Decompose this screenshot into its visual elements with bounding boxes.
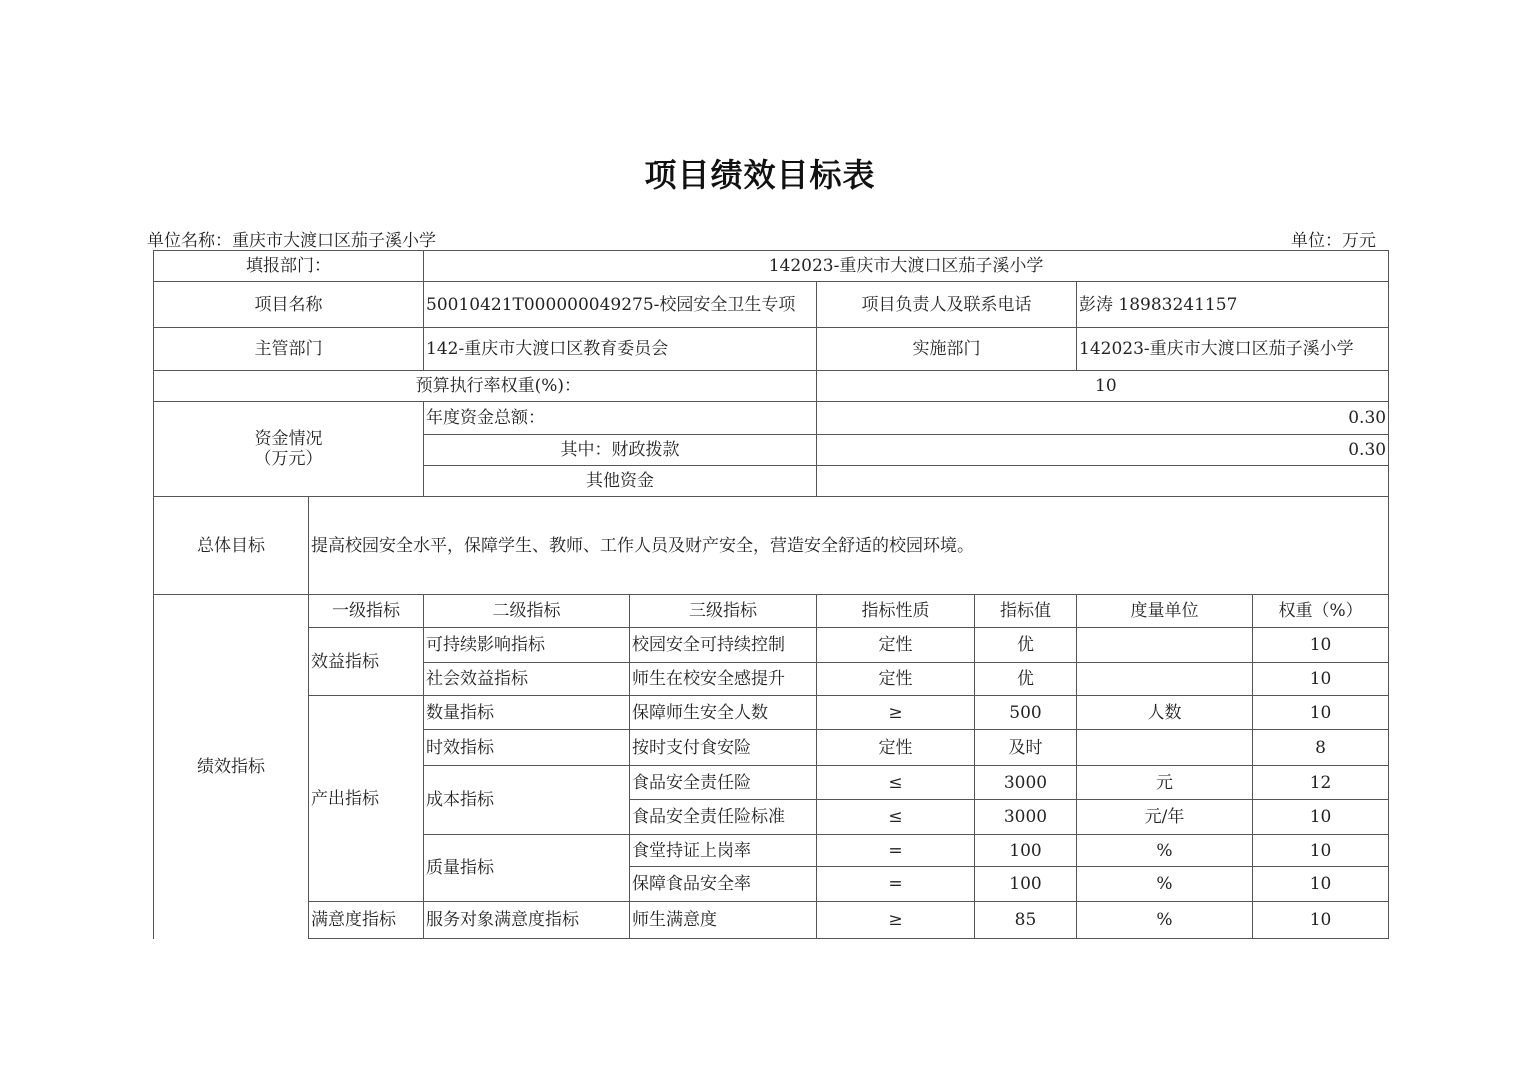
- table-row-value: 100: [975, 835, 1077, 867]
- level1-benefit: 效益指标: [309, 628, 424, 696]
- level2-sustain: 可持续影响指标: [424, 628, 630, 663]
- impl-value: 142023-重庆市大渡口区茄子溪小学: [1077, 328, 1389, 371]
- table-row-nature: 定性: [817, 730, 975, 766]
- header-nature: 指标性质: [817, 595, 975, 628]
- table-row-value: 500: [975, 696, 1077, 730]
- unit-currency: 单位：万元: [1291, 231, 1376, 251]
- table-row-value: 3000: [975, 800, 1077, 835]
- table-row-unit: %: [1077, 902, 1253, 939]
- table-row-weight: 8: [1253, 730, 1389, 766]
- table-row-nature: =: [817, 835, 975, 867]
- header-weight: 权重（%）: [1253, 595, 1389, 628]
- table-row-value: 100: [975, 867, 1077, 902]
- header-level3: 三级指标: [630, 595, 817, 628]
- table-row-weight: 12: [1253, 766, 1389, 800]
- page-title: 项目绩效目标表: [644, 156, 876, 194]
- owner-label: 项目负责人及联系电话: [817, 282, 1077, 328]
- table-row-nature: 定性: [817, 663, 975, 696]
- header-value: 指标值: [975, 595, 1077, 628]
- table-row-nature: 定性: [817, 628, 975, 663]
- table-row-value: 优: [975, 628, 1077, 663]
- table-row-unit: %: [1077, 835, 1253, 867]
- funds-other-value: [817, 466, 1389, 497]
- table-row-unit: 元: [1077, 766, 1253, 800]
- owner-value: 彭涛 18983241157: [1077, 282, 1389, 328]
- supervisor-label: 主管部门: [154, 328, 424, 371]
- overall-goal-value: 提高校园安全水平，保障学生、教师、工作人员及财产安全，营造安全舒适的校园环境。: [309, 497, 1389, 595]
- table-row-weight: 10: [1253, 902, 1389, 939]
- level2-social: 社会效益指标: [424, 663, 630, 696]
- table-row-nature: ≤: [817, 800, 975, 835]
- performance-table: [153, 250, 1389, 939]
- level2-service-satisfaction: 服务对象满意度指标: [424, 902, 630, 939]
- funds-label-line1: 资金情况: [254, 429, 323, 449]
- project-name-label: 项目名称: [154, 282, 424, 328]
- table-row-nature: ≤: [817, 766, 975, 800]
- level1-output: 产出指标: [309, 696, 424, 902]
- funds-label-line2: （万元）: [254, 449, 323, 469]
- funds-total-value: 0.30: [817, 402, 1389, 435]
- funds-total-label: 年度资金总额：: [424, 402, 817, 435]
- project-name-value: 50010421T000000049275-校园安全卫生专项: [424, 282, 817, 328]
- impl-label: 实施部门: [817, 328, 1077, 371]
- table-row-unit: [1077, 663, 1253, 696]
- table-row-weight: 10: [1253, 800, 1389, 835]
- funds-fiscal-value: 0.30: [817, 435, 1389, 466]
- header-level1: 一级指标: [309, 595, 424, 628]
- table-row-unit: [1077, 730, 1253, 766]
- table-row-l3: 师生满意度: [630, 902, 817, 939]
- table-row-value: 及时: [975, 730, 1077, 766]
- funds-other-label: 其他资金: [424, 466, 817, 497]
- table-row-l3: 食堂持证上岗率: [630, 835, 817, 867]
- level1-satisfaction: 满意度指标: [309, 902, 424, 939]
- table-row-l3: 食品安全责任险: [630, 766, 817, 800]
- table-row-value: 优: [975, 663, 1077, 696]
- table-row-weight: 10: [1253, 867, 1389, 902]
- table-row-l3: 保障食品安全率: [630, 867, 817, 902]
- level2-cost: 成本指标: [424, 766, 630, 835]
- table-row-weight: 10: [1253, 696, 1389, 730]
- perf-label: 绩效指标: [154, 595, 309, 939]
- table-row-unit: 元/年: [1077, 800, 1253, 835]
- level2-quality: 质量指标: [424, 835, 630, 902]
- budget-rate-label: 预算执行率权重(%)：: [154, 371, 817, 402]
- overall-goal-label: 总体目标: [154, 497, 309, 595]
- table-row-unit: %: [1077, 867, 1253, 902]
- table-row-l3: 保障师生安全人数: [630, 696, 817, 730]
- budget-rate-value: 10: [817, 371, 1389, 402]
- table-row-l3: 师生在校安全感提升: [630, 663, 817, 696]
- level2-timeliness: 时效指标: [424, 730, 630, 766]
- table-row-unit: 人数: [1077, 696, 1253, 730]
- table-row-weight: 10: [1253, 628, 1389, 663]
- table-row-weight: 10: [1253, 835, 1389, 867]
- level2-quantity: 数量指标: [424, 696, 630, 730]
- table-row-value: 85: [975, 902, 1077, 939]
- header-level2: 二级指标: [424, 595, 630, 628]
- funds-label: [154, 402, 424, 497]
- table-row-l3: 按时支付食安险: [630, 730, 817, 766]
- header-unit: 度量单位: [1077, 595, 1253, 628]
- table-row-nature: =: [817, 867, 975, 902]
- fill-dept-label: 填报部门：: [154, 251, 424, 282]
- table-row-weight: 10: [1253, 663, 1389, 696]
- fill-dept-value: 142023-重庆市大渡口区茄子溪小学: [424, 251, 1389, 282]
- table-row-unit: [1077, 628, 1253, 663]
- unit-name: 单位名称：重庆市大渡口区茄子溪小学: [147, 231, 436, 251]
- table-row-l3: 校园安全可持续控制: [630, 628, 817, 663]
- supervisor-value: 142-重庆市大渡口区教育委员会: [424, 328, 817, 371]
- table-row-nature: ≥: [817, 902, 975, 939]
- table-row-value: 3000: [975, 766, 1077, 800]
- table-row-nature: ≥: [817, 696, 975, 730]
- table-row-l3: 食品安全责任险标准: [630, 800, 817, 835]
- funds-fiscal-label: 其中：财政拨款: [424, 435, 817, 466]
